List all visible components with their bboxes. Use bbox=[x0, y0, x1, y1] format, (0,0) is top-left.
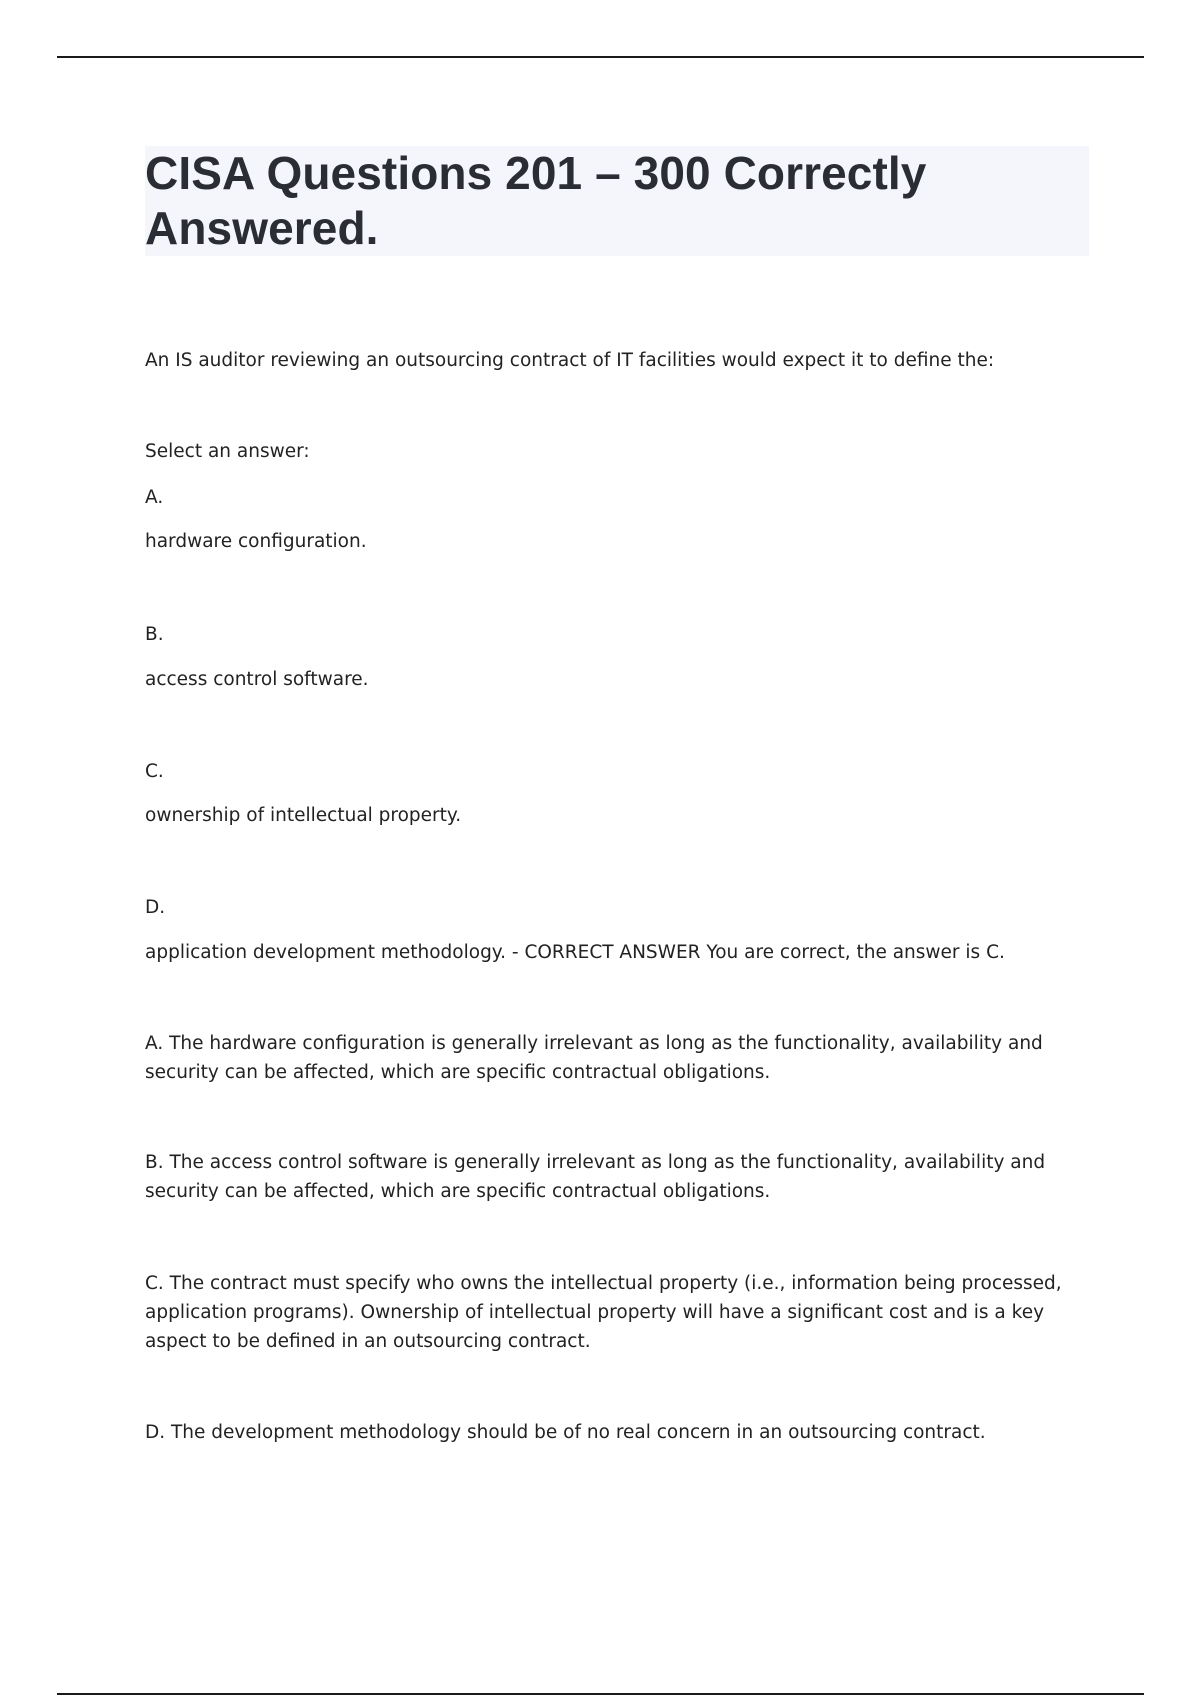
answer-prompt: Select an answer: bbox=[145, 441, 310, 462]
option-d-text: application development methodology. - CORRECT ANSWER You are correct, the answer is C. bbox=[145, 942, 1005, 963]
explanation-b: B. The access control software is generally irrelevant as long as the functionality, availability and security can be affected, which are specific contractual obligations. bbox=[145, 1152, 1046, 1202]
option-a-letter: A. bbox=[145, 487, 164, 508]
option-b-letter: B. bbox=[145, 624, 164, 645]
option-c-letter: C. bbox=[145, 761, 164, 782]
option-a-text: hardware configuration. bbox=[145, 531, 367, 552]
option-b-text: access control software. bbox=[145, 669, 369, 690]
option-c-text: ownership of intellectual property. bbox=[145, 805, 462, 826]
option-d-letter: D. bbox=[145, 897, 166, 918]
top-divider bbox=[57, 56, 1144, 58]
question-text: An IS auditor reviewing an outsourcing contract of IT facilities would expect it to define the: bbox=[145, 350, 995, 371]
explanation-d: D. The development methodology should be of no real concern in an outsourcing contract. bbox=[145, 1422, 986, 1443]
page-title: CISA Questions 201 – 300 Correctly Answered. bbox=[145, 147, 927, 254]
explanation-c: C. The contract must specify who owns the intellectual property (i.e., information being processed, application programs). Ownership of intellectual property will have a significant cost and is a key aspect to be defined in an outsourcing contract. bbox=[145, 1273, 1062, 1352]
bottom-divider bbox=[57, 1693, 1144, 1695]
explanation-a: A. The hardware configuration is generally irrelevant as long as the functionality, availability and security can be affected, which are specific contractual obligations. bbox=[145, 1033, 1043, 1083]
title-block bbox=[145, 146, 1089, 256]
